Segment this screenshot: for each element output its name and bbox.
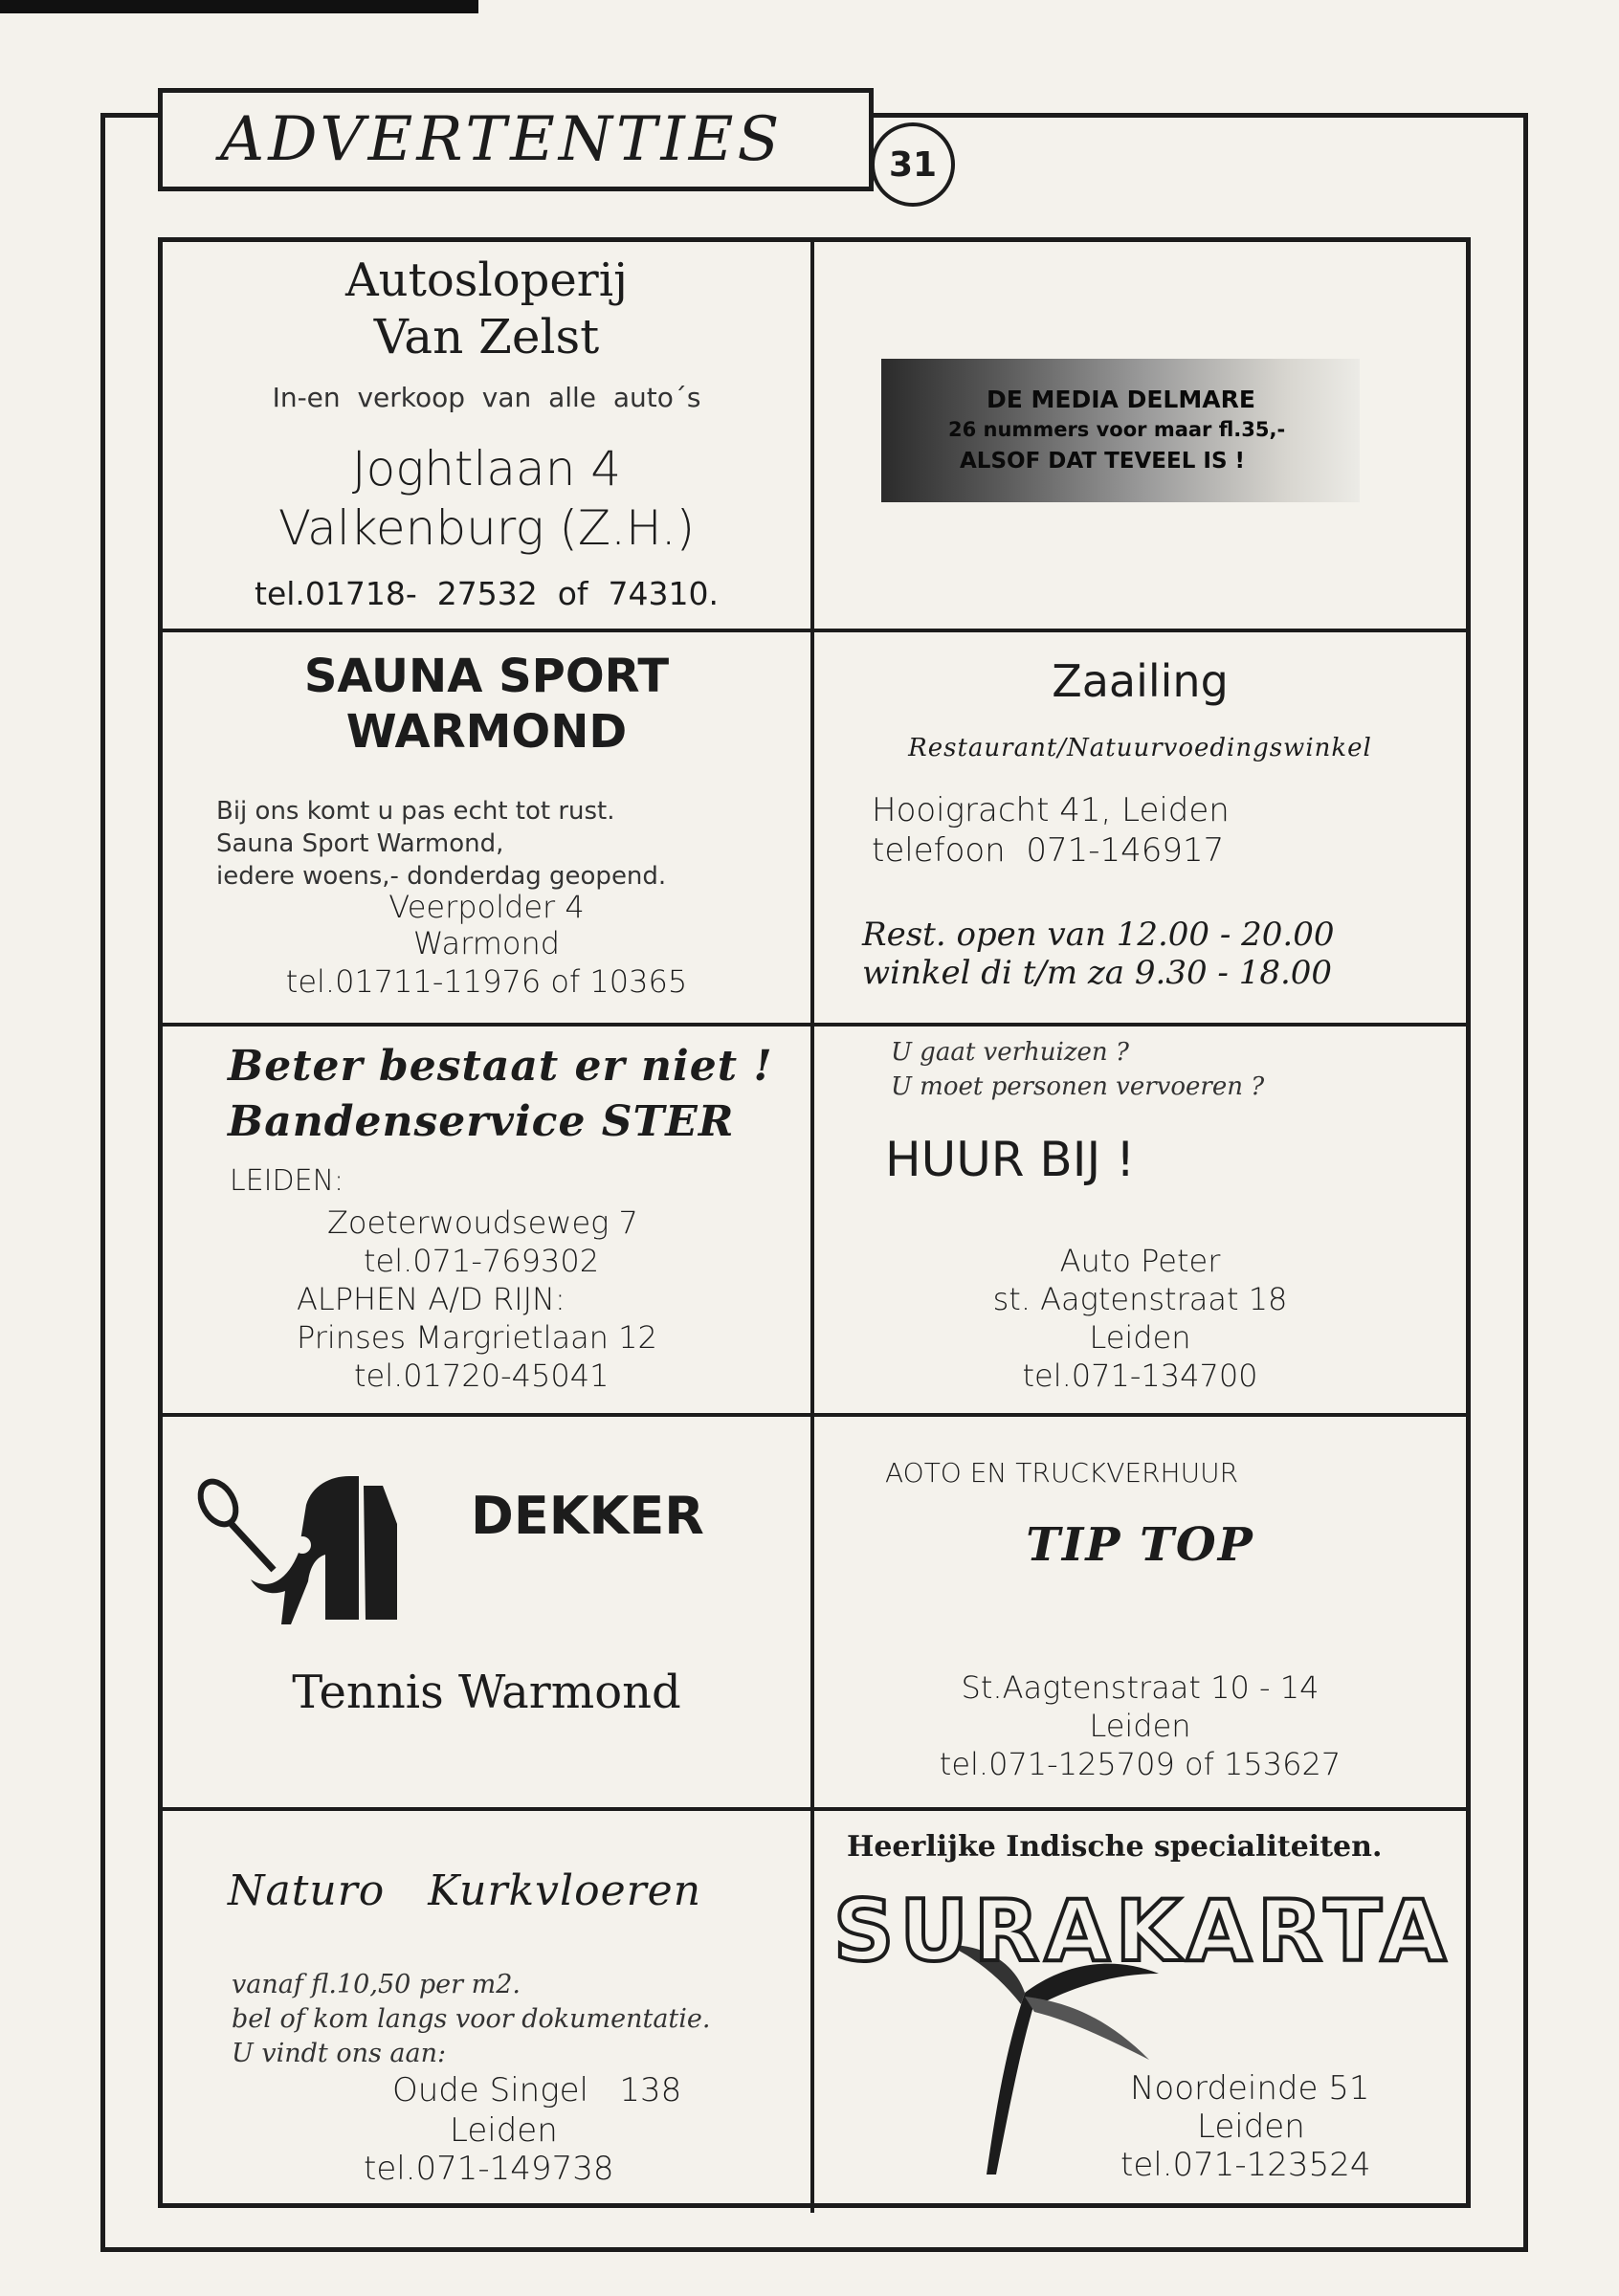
ad-hours: winkel di t/m za 9.30 - 18.00 [862, 954, 1333, 992]
media-line-2: 26 nummers voor maar fl.35,- [948, 418, 1286, 441]
page-number: 31 [871, 122, 955, 207]
ad-address: Noordeinde 51 [1130, 2069, 1370, 2108]
ad-address: st. Aagtenstraat 18 [992, 1281, 1288, 1317]
ad-text: U vindt ons aan: [232, 2039, 447, 2068]
surakarta-logo-text: SURAKARTA [833, 1882, 1453, 1980]
ad-phone: telefoon 071-146917 [872, 831, 1225, 870]
ad-phone: tel.01711-11976 of 10365 [285, 963, 688, 1000]
ad-address: Oude Singel 138 [392, 2071, 682, 2109]
ad-city: Leiden [1197, 2108, 1305, 2146]
ad-name: Auto Peter [1059, 1243, 1221, 1279]
ad-address: Prinses Margrietlaan 12 [297, 1319, 657, 1356]
ad-phone: tel.071-134700 [1022, 1358, 1258, 1394]
ad-text: Bij ons komt u pas echt tot rust. [216, 797, 615, 826]
media-line-3: ALSOF DAT TEVEEL IS ! [960, 449, 1246, 474]
ad-question: U moet personen vervoeren ? [891, 1072, 1265, 1101]
ad-address: Veerpolder 4 [388, 889, 585, 925]
ad-name: Van Zelst [373, 309, 600, 364]
ad-name: Naturo Kurkvloeren [228, 1866, 702, 1915]
ad-surakarta [814, 1811, 1466, 2213]
ad-headline: HUUR BIJ ! [885, 1132, 1136, 1187]
ad-name: SAUNA SPORT [303, 650, 670, 703]
ads-grid [158, 237, 1471, 2208]
ad-name: Bandenservice STER [228, 1097, 735, 1146]
ad-name: Zaailing [1052, 655, 1229, 707]
ad-autosloperij [163, 242, 814, 632]
ad-text: iedere woens,- donderdag geopend. [216, 862, 667, 891]
media-line-1: DE MEDIA DELMARE [987, 386, 1255, 413]
media-banner [881, 359, 1360, 502]
ad-tagline: Heerlijke Indische specialiteiten. [847, 1830, 1383, 1864]
ad-hours: Rest. open van 12.00 - 20.00 [862, 916, 1335, 954]
ad-slogan: Beter bestaat er niet ! [228, 1042, 773, 1091]
ad-city: Leiden [1089, 1319, 1191, 1356]
ad-name: DEKKER [471, 1486, 704, 1546]
ad-address: Zoeterwoudseweg 7 [327, 1204, 638, 1241]
tennis-player-logo [191, 1467, 411, 1639]
ad-auto-peter [814, 1027, 1466, 1417]
ad-city: Valkenburg (Z.H.) [277, 500, 696, 556]
ad-name: TIP TOP [1026, 1518, 1254, 1572]
ad-city: Leiden [1089, 1708, 1191, 1744]
ad-sauna-sport [163, 632, 814, 1027]
ad-city: Leiden [450, 2111, 558, 2150]
ad-name: Autosloperij [345, 254, 628, 307]
ad-phone: tel.071-123524 [1120, 2146, 1371, 2184]
ad-address: Joghtlaan 4 [351, 441, 622, 497]
ad-text: bel of kom langs voor dokumentatie. [232, 2004, 711, 2034]
ad-subtitle: Tennis Warmond [292, 1666, 681, 1719]
ad-price: vanaf fl.10,50 per m2. [232, 1970, 521, 1999]
location-label: LEIDEN: [230, 1164, 344, 1198]
ad-naturo [163, 1811, 814, 2213]
ad-media-delmare [814, 242, 1466, 632]
ad-text: Sauna Sport Warmond, [216, 829, 504, 858]
ad-dekker [163, 1417, 814, 1811]
ad-tip-top [814, 1417, 1466, 1811]
ad-question: U gaat verhuizen ? [891, 1038, 1129, 1067]
ad-tagline: In-en verkoop van alle auto´s [272, 382, 701, 413]
page-title: ADVERTENTIES [158, 88, 874, 191]
ad-city: Warmond [412, 925, 561, 961]
ad-phone: tel.071-125709 of 153627 [939, 1746, 1342, 1782]
ad-heading: AOTO EN TRUCKVERHUUR [885, 1457, 1239, 1489]
ad-phone: tel.01718- 27532 of 74310. [255, 575, 719, 612]
ad-address: Hooigracht 41, Leiden [872, 791, 1230, 829]
ad-phone: tel.01720-45041 [354, 1358, 610, 1394]
ad-phone: tel.071-149738 [364, 2150, 614, 2188]
ad-address: St.Aagtenstraat 10 - 14 [961, 1669, 1320, 1706]
ad-zaailing [814, 632, 1466, 1027]
ad-phone: tel.071-769302 [364, 1243, 600, 1279]
ad-bandenservice [163, 1027, 814, 1417]
location-label: ALPHEN A/D RIJN: [297, 1281, 566, 1317]
ad-name: WARMOND [345, 705, 628, 759]
ad-subtitle: Restaurant/Natuurvoedingswinkel [908, 734, 1372, 762]
scan-edge [0, 0, 478, 13]
